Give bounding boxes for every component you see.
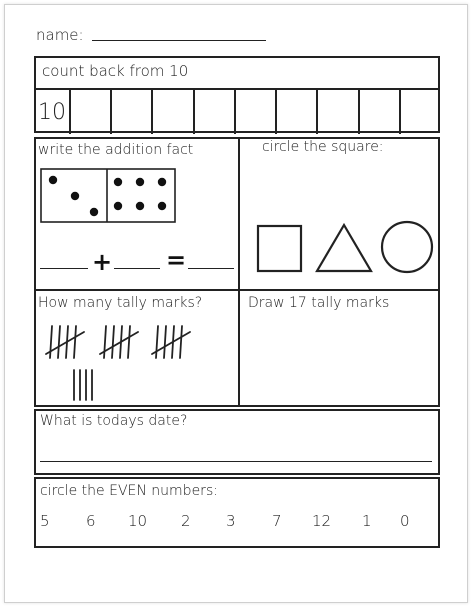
addend-1-line[interactable] [40, 268, 88, 269]
domino-left-dots [49, 176, 98, 216]
name-input-line[interactable] [92, 40, 266, 41]
tally-group [152, 326, 190, 358]
number-option[interactable]: 7 [272, 512, 282, 530]
name-label: name: [36, 26, 84, 44]
tally-draw-area[interactable] [242, 318, 438, 406]
tally-singles [74, 370, 92, 400]
number-option[interactable]: 6 [86, 512, 96, 530]
count-cell[interactable] [153, 90, 194, 134]
count-cell[interactable] [318, 90, 359, 134]
number-option[interactable]: 1 [362, 512, 372, 530]
date-answer-line[interactable] [40, 461, 432, 462]
number-option[interactable]: 10 [128, 512, 148, 530]
count-back-grid [34, 88, 440, 134]
equals-sign: = [166, 246, 187, 274]
grid-horizontal-divider [34, 289, 440, 291]
addition-title: write the addition fact [38, 142, 194, 158]
number-option[interactable]: 2 [181, 512, 191, 530]
count-cell[interactable] [277, 90, 318, 134]
tally-count-title: How many tally marks? [38, 295, 203, 311]
count-back-title: count back from 10 [42, 62, 189, 80]
number-option[interactable]: 5 [40, 512, 50, 530]
domino-right-dots [114, 178, 166, 210]
number-option[interactable]: 12 [312, 512, 332, 530]
number-option[interactable]: 3 [226, 512, 236, 530]
count-cell[interactable] [236, 90, 277, 134]
tally-draw-title: Draw 17 tally marks [248, 295, 390, 311]
count-cell[interactable] [195, 90, 236, 134]
tally-group [100, 326, 138, 358]
tally-marks-icon [44, 320, 204, 406]
count-cell[interactable] [360, 90, 401, 134]
count-cell[interactable] [112, 90, 153, 134]
domino-icon [40, 168, 176, 224]
count-cell[interactable] [71, 90, 112, 134]
triangle-icon[interactable] [314, 222, 374, 274]
count-cell: 10 [34, 90, 71, 134]
even-numbers-title: circle the EVEN numbers: [40, 483, 218, 499]
date-title: What is todays date? [40, 413, 188, 429]
square-icon[interactable] [256, 222, 304, 274]
number-option[interactable]: 0 [400, 512, 410, 530]
sum-line[interactable] [188, 268, 234, 269]
addend-2-line[interactable] [114, 268, 160, 269]
plus-sign: + [92, 248, 113, 276]
shapes-title: circle the square: [262, 139, 384, 155]
grid-vertical-divider [238, 137, 240, 407]
count-cell[interactable] [401, 90, 440, 134]
tally-group [46, 326, 84, 358]
circle-icon[interactable] [378, 218, 436, 276]
